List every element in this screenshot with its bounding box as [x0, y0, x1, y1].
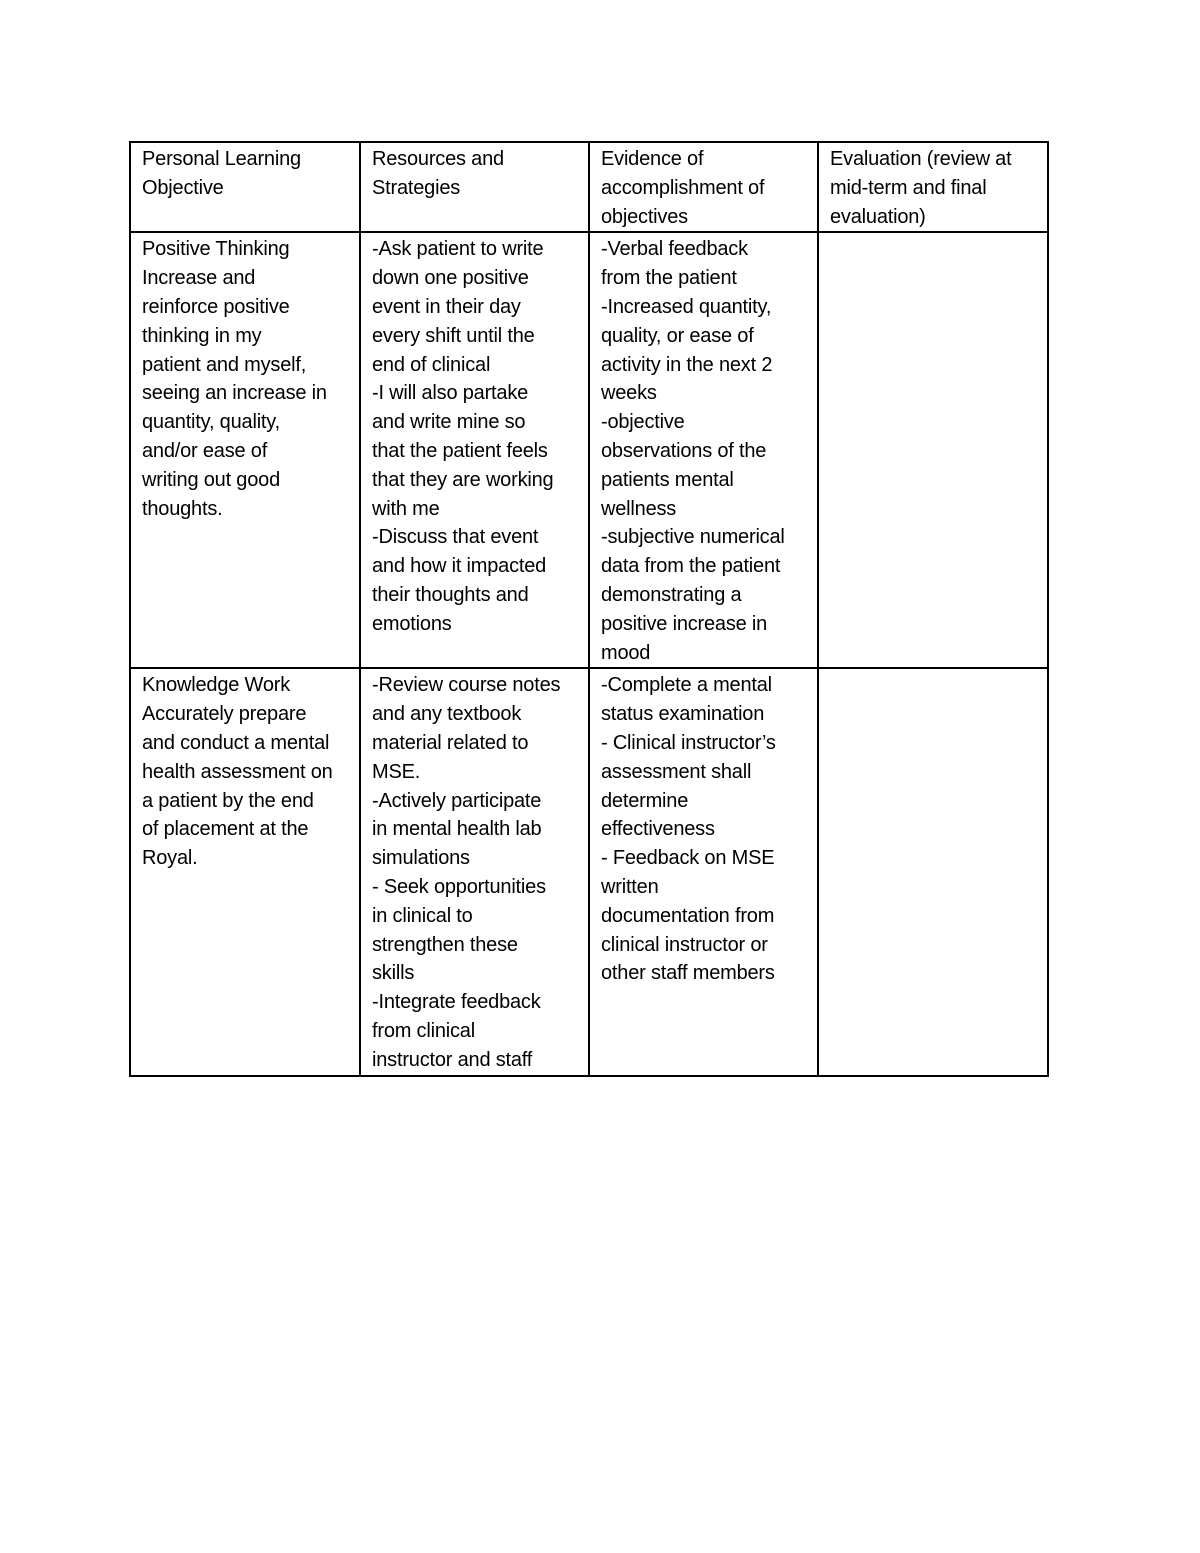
cell-line: -Review course notes — [372, 674, 561, 697]
cell-line: clinical instructor or — [601, 933, 768, 956]
learning-plan-table — [129, 141, 1049, 1077]
cell-line: Accurately prepare — [142, 703, 307, 726]
cell-line: status examination — [601, 703, 765, 726]
cell-line: -Verbal feedback — [601, 238, 748, 261]
cell-line: wellness — [601, 497, 677, 520]
header-cell-resources — [360, 142, 589, 232]
header-line: objectives — [601, 205, 688, 228]
cell-evaluation — [818, 668, 1048, 1075]
cell-line: documentation from — [601, 904, 775, 927]
cell-line: positive increase in — [601, 612, 768, 635]
cell-line: -subjective numerical — [601, 526, 785, 549]
header-line: Evaluation (review at — [830, 148, 1012, 170]
cell-line: -Discuss that event — [372, 526, 539, 549]
cell-line: observations of the — [601, 439, 767, 462]
cell-line: in clinical to — [372, 904, 473, 927]
cell-line: Knowledge Work — [142, 674, 291, 697]
header-line: mid-term and final — [830, 176, 987, 199]
cell-line: quantity, quality, — [142, 411, 280, 434]
cell-line: a patient by the end — [142, 789, 314, 812]
cell-line: from clinical — [372, 1019, 475, 1042]
cell-line: and write mine so — [372, 411, 526, 434]
table-header-row — [130, 142, 1048, 232]
cell-line: that they are working — [372, 468, 554, 491]
cell-line: simulations — [372, 847, 470, 870]
cell-line: patient and myself, — [142, 353, 307, 376]
cell-line: -I will also partake — [372, 382, 529, 405]
header-cell-objective — [130, 142, 360, 232]
cell-line: every shift until the — [372, 324, 535, 347]
cell-line: in mental health lab — [372, 818, 542, 841]
cell-line: material related to — [372, 731, 529, 754]
cell-line: down one positive — [372, 267, 529, 290]
cell-line: - Feedback on MSE — [601, 847, 775, 870]
cell-line: other staff members — [601, 962, 775, 985]
cell-line: seeing an increase in — [142, 382, 327, 405]
cell-line: data from the patient — [601, 555, 781, 578]
cell-line: that the patient feels — [372, 439, 548, 462]
cell-line: mood — [601, 641, 651, 664]
cell-line: -Integrate feedback — [372, 991, 541, 1014]
cell-line: activity in the next 2 — [601, 353, 773, 376]
cell-resources — [360, 668, 589, 1075]
cell-line: and/or ease of — [142, 439, 268, 462]
header-line: Personal Learning — [142, 148, 301, 170]
cell-line: written — [601, 875, 659, 898]
cell-line: -Complete a mental — [601, 674, 772, 697]
header-line: accomplishment of — [601, 176, 765, 199]
cell-line: -Increased quantity, — [601, 295, 772, 318]
cell-line: and conduct a mental — [142, 731, 330, 754]
cell-line: MSE. — [372, 760, 421, 783]
cell-line: Increase and — [142, 267, 256, 290]
cell-line: instructor and staff — [372, 1048, 533, 1071]
cell-objective — [130, 668, 360, 1075]
cell-line: demonstrating a — [601, 583, 742, 606]
cell-line: from the patient — [601, 267, 737, 290]
cell-line: and how it impacted — [372, 555, 547, 578]
cell-line: - Seek opportunities — [372, 875, 546, 898]
header-line: Strategies — [372, 176, 461, 199]
cell-line: thoughts. — [142, 497, 223, 520]
cell-line: -objective — [601, 411, 685, 434]
cell-evidence — [589, 232, 818, 668]
header-line: evaluation) — [830, 205, 926, 228]
header-line: Objective — [142, 176, 224, 199]
cell-line: Positive Thinking — [142, 238, 290, 261]
cell-line: event in their day — [372, 295, 521, 318]
cell-line: Royal. — [142, 847, 198, 870]
cell-line: determine — [601, 789, 689, 812]
header-cell-evidence — [589, 142, 818, 232]
cell-line: - Clinical instructor’s — [601, 731, 776, 754]
cell-objective — [130, 232, 360, 668]
cell-line: skills — [372, 962, 415, 985]
cell-line: effectiveness — [601, 818, 715, 841]
cell-resources — [360, 232, 589, 668]
cell-line: reinforce positive — [142, 295, 290, 318]
cell-line: quality, or ease of — [601, 324, 754, 347]
cell-line: assessment shall — [601, 760, 752, 783]
cell-line: writing out good — [142, 468, 281, 491]
cell-line: emotions — [372, 612, 452, 635]
table-row — [130, 232, 1048, 668]
cell-line: thinking in my — [142, 324, 262, 347]
cell-line: of placement at the — [142, 818, 309, 841]
cell-line: -Ask patient to write — [372, 238, 544, 261]
table-row — [130, 668, 1048, 1075]
cell-line: strengthen these — [372, 933, 518, 956]
cell-line: and any textbook — [372, 703, 522, 726]
header-cell-evaluation — [818, 142, 1048, 232]
cell-line: patients mental — [601, 468, 734, 491]
cell-line: end of clinical — [372, 353, 491, 376]
cell-line: their thoughts and — [372, 583, 529, 606]
header-line: Resources and — [372, 148, 504, 170]
cell-line: -Actively participate — [372, 789, 542, 812]
cell-line: with me — [372, 497, 440, 520]
cell-line: weeks — [601, 382, 657, 405]
cell-line: health assessment on — [142, 760, 333, 783]
cell-evaluation — [818, 232, 1048, 668]
cell-evidence — [589, 668, 818, 1075]
header-line: Evidence of — [601, 148, 704, 170]
